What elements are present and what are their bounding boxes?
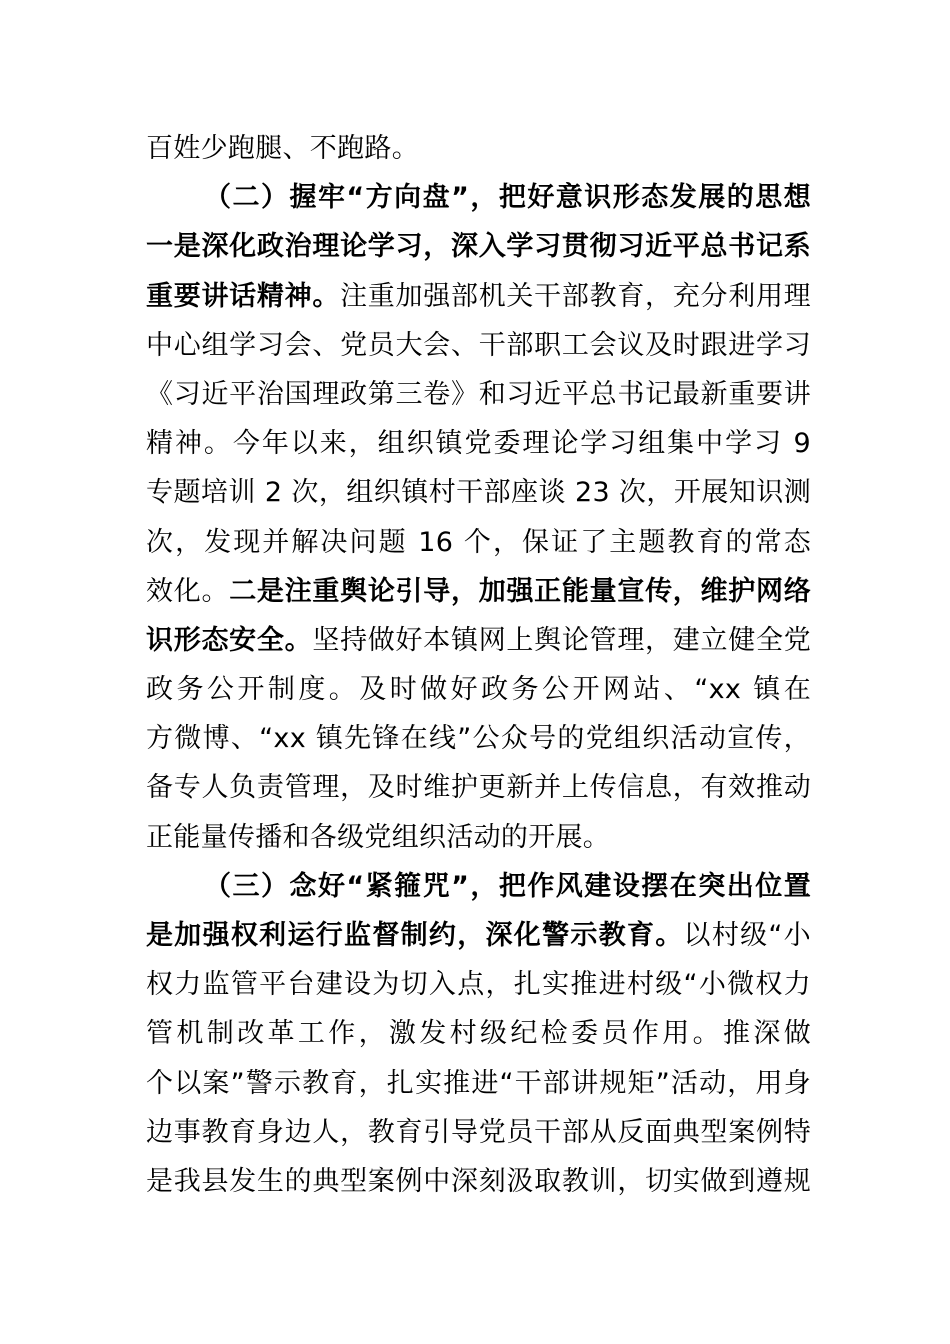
bold-text: 重要讲话精神。 xyxy=(146,280,341,312)
paragraph-line: 次，发现并解决问题 16 个，保证了主题教育的常态 xyxy=(146,526,811,558)
paragraph-line: 百姓少跑腿、不跑路。 xyxy=(146,133,419,164)
paragraph-line: 专题培训 2 次，组织镇村干部座谈 23 次，开展知识测 xyxy=(146,477,811,509)
document-body xyxy=(146,124,811,1206)
paragraph-line: 备专人负责管理，及时维护更新并上传信息，有效推动 xyxy=(146,772,811,804)
bold-text: 识形态安全。 xyxy=(146,624,313,656)
paragraph-line: 中心组学习会、党员大会、干部职工会议及时跟进学习 xyxy=(146,329,811,361)
normal-text: 坚持做好本镇网上舆论管理，建立健全党 xyxy=(312,624,811,656)
paragraph-line: 权力监管平台建设为切入点，扎实推进村级“小微权力 xyxy=(146,969,811,1001)
paragraph-line xyxy=(146,911,811,960)
section-heading: （三）念好“紧箍咒”，把作风建设摆在突出位置 xyxy=(204,870,811,902)
paragraph-line: 《习近平治国理政第三卷》和习近平总书记最新重要讲 xyxy=(146,378,811,410)
paragraph-line xyxy=(146,616,811,665)
paragraph-line: 个以案”警示教育，扎实推进“干部讲规矩”活动，用身 xyxy=(146,1067,811,1099)
normal-text: 以村级“小 xyxy=(683,920,811,951)
normal-text: 注重加强部机关干部教育，充分利用理 xyxy=(340,280,811,312)
paragraph-line xyxy=(146,272,811,321)
bold-text: 是加强权利运行监督制约，深化警示教育。 xyxy=(146,920,684,951)
paragraph-line: 边事教育身边人，教育引导党员干部从反面典型案例特 xyxy=(146,1116,811,1148)
section-heading: （二）握牢“方向盘”，把好意识形态发展的思想 xyxy=(204,182,811,214)
bold-text: 二是注重舆论引导，加强正能量宣传，维护网络 xyxy=(229,575,811,607)
paragraph-line: 政务公开制度。及时做好政务公开网站、“xx 镇在 xyxy=(146,674,811,706)
paragraph-line: 一是深化政治理论学习，深入学习贯彻习近平总书记系 xyxy=(146,231,811,263)
paragraph-line: 方微博、“xx 镇先锋在线”公众号的党组织活动宣传， xyxy=(146,723,811,755)
paragraph-line: 管机制改革工作，激发村级纪检委员作用。推深做 xyxy=(146,1018,811,1050)
paragraph-line: 正能量传播和各级党组织活动的开展。 xyxy=(146,821,611,853)
normal-text: 效化。 xyxy=(146,575,230,607)
paragraph-line: 精神。今年以来，组织镇党委理论学习组集中学习 9 xyxy=(146,428,811,460)
paragraph-line xyxy=(146,567,811,616)
paragraph-line: 是我县发生的典型案例中深刻汲取教训，切实做到遵规 xyxy=(146,1165,811,1197)
